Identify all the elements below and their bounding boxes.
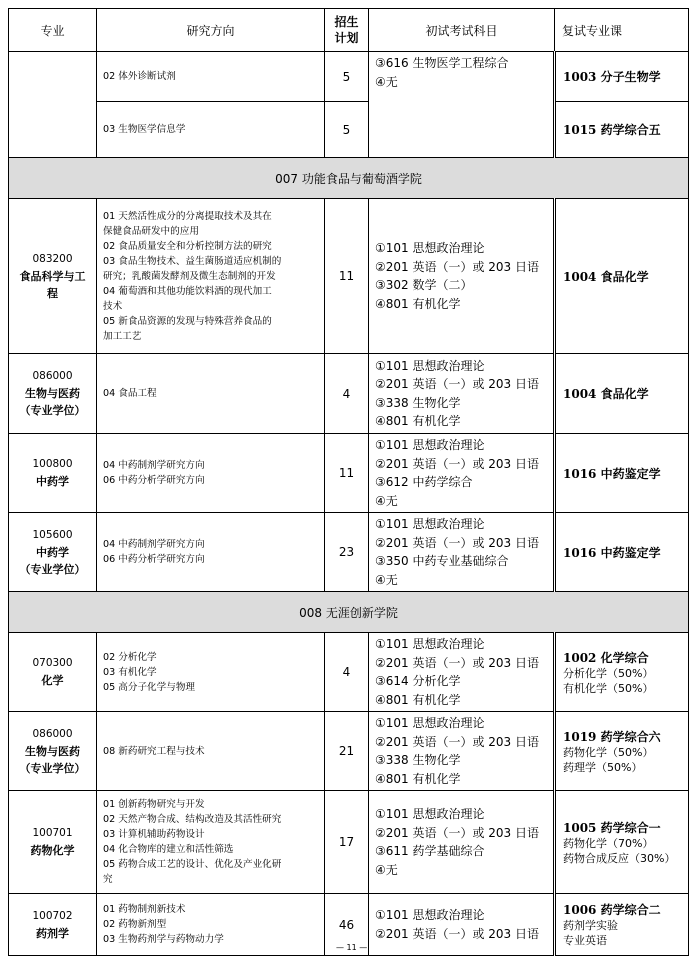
major-name: 程	[47, 286, 58, 300]
exam-subject: ④801 有机化学	[375, 771, 461, 786]
exam-subject: ④801 有机化学	[375, 414, 461, 428]
direction-cell	[97, 894, 325, 956]
exam-subject: ③338 生物化学	[375, 395, 461, 410]
exam-subject: ④801 有机化学	[375, 692, 461, 707]
retest-cell	[555, 434, 689, 513]
direction-item: 06 中药分析学研究方向	[103, 475, 205, 486]
direction-cell	[97, 199, 325, 354]
exam-subject: ②201 英语（一）或 203 日语	[375, 456, 540, 471]
admissions-table	[8, 8, 689, 956]
plan-cell: 11	[325, 199, 369, 354]
direction-cell	[97, 434, 325, 513]
direction-item: 08 新药研究工程与技术	[103, 745, 205, 757]
plan-cell: 5	[325, 52, 369, 102]
major-cell	[9, 894, 97, 956]
exam-subject: ④无	[375, 572, 398, 587]
exam-subject: ③616 生物医学工程综合	[375, 56, 509, 70]
plan-cell: 5	[325, 102, 369, 158]
direction-item: 技术	[103, 300, 123, 312]
direction-cell	[97, 52, 325, 102]
table-row	[9, 52, 689, 102]
major-cell	[9, 513, 97, 592]
direction-item: 02 药物新剂型	[103, 919, 167, 930]
section-title: 008 无涯创新学院	[9, 592, 689, 633]
exam-subject: ②201 英语（一）或 203 日语	[375, 259, 540, 274]
exam-subject: ①101 思想政治理论	[375, 438, 485, 452]
retest-detail: 专业英语	[563, 934, 607, 947]
exam-subject: ②201 英语（一）或 203 日语	[375, 655, 540, 670]
retest-cell	[555, 712, 689, 791]
major-name: 生物与医药	[25, 387, 80, 400]
major-code: 100702	[32, 909, 73, 922]
table-row	[9, 791, 689, 894]
retest-course: 1016 中药鉴定学	[563, 466, 661, 481]
retest-detail: 药物合成反应（30%）	[563, 851, 676, 865]
major-code: 100800	[32, 458, 73, 470]
direction-item: 01 天然活性成分的分离提取技术及其在	[103, 210, 272, 222]
retest-cell	[555, 513, 689, 592]
header-plan	[325, 9, 369, 52]
direction-item: 加工工艺	[103, 330, 142, 342]
direction-item: 03 有机化学	[103, 666, 157, 678]
retest-cell	[555, 791, 689, 894]
major-code: 105600	[32, 528, 73, 541]
retest-cell	[555, 633, 689, 712]
direction-item: 03 生物医学信息学	[103, 124, 186, 135]
retest-detail: 药物化学（50%）	[563, 745, 654, 759]
section-title: 007 功能食品与葡萄酒学院	[9, 158, 689, 199]
table-row	[9, 513, 689, 592]
exam-subject: ③612 中药学综合	[375, 475, 473, 489]
exam-subject: ④无	[375, 74, 398, 89]
exam-subject: ①101 思想政治理论	[375, 807, 485, 821]
direction-item: 02 食品质量安全和分析控制方法的研究	[103, 240, 272, 252]
retest-cell	[555, 894, 689, 956]
major-cell	[9, 354, 97, 434]
retest-course: 1005 药学综合一	[563, 820, 661, 835]
major-code: 086000	[32, 370, 73, 382]
exam-subject: ④无	[375, 493, 398, 508]
exam-cell	[369, 894, 555, 956]
direction-cell	[97, 513, 325, 592]
major-cell	[9, 633, 97, 712]
header-exam: 初试考试科目	[369, 9, 555, 52]
header-row	[9, 9, 689, 52]
retest-course: 1006 药学综合二	[563, 903, 661, 917]
plan-cell: 23	[325, 513, 369, 592]
major-name: 生物与医药	[25, 744, 80, 758]
exam-subject: ②201 英语（一）或 203 日语	[375, 377, 540, 391]
retest-detail: 有机化学（50%）	[563, 681, 654, 695]
exam-subject: ②201 英语（一）或 203 日语	[375, 535, 540, 550]
exam-subject: ①101 思想政治理论	[375, 908, 485, 922]
retest-detail: 分析化学（50%）	[563, 666, 654, 680]
direction-item: 02 体外诊断试剂	[103, 71, 176, 82]
exam-subject: ①101 思想政治理论	[375, 716, 485, 730]
retest-course: 1019 药学综合六	[563, 729, 661, 744]
exam-subject: ③350 中药专业基础综合	[375, 554, 509, 568]
major-cell	[9, 712, 97, 791]
major-code: 083200	[32, 252, 73, 265]
exam-subject: ④801 有机化学	[375, 296, 461, 311]
direction-cell	[97, 791, 325, 894]
retest-course: 1003 分子生物学	[563, 70, 661, 84]
exam-subject: ①101 思想政治理论	[375, 637, 485, 651]
direction-item: 04 食品工程	[103, 388, 157, 399]
exam-subject: ②201 英语（一）或 203 日语	[375, 825, 540, 840]
major-code: 086000	[32, 727, 73, 740]
retest-course: 1015 药学综合五	[563, 123, 661, 137]
direction-cell	[97, 354, 325, 434]
exam-subject: ③614 分析化学	[375, 674, 461, 688]
retest-cell	[555, 354, 689, 434]
exam-cell	[369, 354, 555, 434]
direction-item: 03 计算机辅助药物设计	[103, 829, 205, 840]
direction-item: 05 高分子化学与物理	[103, 681, 196, 693]
plan-cell: 4	[325, 633, 369, 712]
retest-course: 1004 食品化学	[563, 269, 649, 284]
exam-subject: ①101 思想政治理论	[375, 358, 485, 373]
plan-cell: 4	[325, 354, 369, 434]
major-name: 药剂学	[36, 926, 69, 940]
retest-detail: 药剂学实验	[563, 919, 618, 932]
table-row	[9, 354, 689, 434]
direction-item: 04 化合物库的建立和活性筛选	[103, 844, 234, 855]
exam-cell	[369, 712, 555, 791]
direction-item: 05 新食品资源的发现与特殊营养食品的	[103, 315, 272, 327]
page-number: — 11 —	[336, 943, 368, 952]
exam-cell	[369, 513, 555, 592]
exam-subject: ②201 英语（一）或 203 日语	[375, 734, 540, 749]
table-row	[9, 712, 689, 791]
direction-cell	[97, 633, 325, 712]
direction-item: 02 天然产物合成、结构改造及其活性研究	[103, 814, 282, 825]
major-name: （专业学位）	[19, 562, 86, 576]
direction-item: 05 药物合成工艺的设计、优化及产业化研	[103, 859, 282, 870]
major-cell	[9, 434, 97, 513]
retest-cell	[555, 52, 689, 102]
exam-subject: ③338 生物化学	[375, 753, 461, 767]
direction-item: 究	[103, 874, 113, 885]
plan-cell: 21	[325, 712, 369, 791]
exam-subject: ②201 英语（一）或 203 日语	[375, 926, 540, 941]
retest-cell	[555, 102, 689, 158]
header-retest: 复试专业课	[555, 9, 689, 52]
table-row	[9, 434, 689, 513]
direction-item: 03 生物药剂学与药物动力学	[103, 934, 224, 945]
major-name: 中药学	[36, 475, 69, 488]
major-cell	[9, 791, 97, 894]
header-plan-text: 招生 计划	[334, 15, 359, 45]
direction-item: 01 创新药物研究与开发	[103, 799, 205, 810]
exam-subject: ④无	[375, 862, 398, 877]
exam-cell	[369, 52, 555, 158]
exam-cell	[369, 633, 555, 712]
retest-course: 1002 化学综合	[563, 650, 649, 665]
direction-item: 01 药物制剂新技术	[103, 904, 186, 915]
exam-subject: ③302 数学（二）	[375, 278, 473, 292]
major-cell	[9, 52, 97, 158]
major-name: 食品科学与工	[19, 269, 86, 283]
plan-cell: 11	[325, 434, 369, 513]
table-row	[9, 199, 689, 354]
direction-item: 保健食品研发中的应用	[103, 225, 199, 237]
retest-course: 1004 食品化学	[563, 387, 649, 401]
major-name: 药物化学	[30, 844, 75, 857]
direction-cell	[97, 102, 325, 158]
plan-cell: 46	[325, 894, 369, 956]
exam-cell	[369, 434, 555, 513]
section-row	[9, 158, 689, 199]
major-name: 化学	[41, 674, 64, 687]
retest-detail: 药理学（50%）	[563, 760, 643, 774]
table-row	[9, 633, 689, 712]
direction-item: 03 食品生物技术、益生菌肠道适应机制的	[103, 255, 282, 267]
plan-cell: 17	[325, 791, 369, 894]
retest-course: 1016 中药鉴定学	[563, 545, 661, 560]
major-cell	[9, 199, 97, 354]
exam-cell	[369, 791, 555, 894]
direction-item: 研究；乳酸菌发酵剂及微生态制剂的开发	[103, 270, 276, 282]
direction-item: 04 葡萄酒和其他功能饮料酒的现代加工	[103, 285, 272, 297]
exam-subject: ①101 思想政治理论	[375, 517, 485, 531]
direction-item: 04 中药制剂学研究方向	[103, 460, 205, 471]
major-name: （专业学位）	[19, 761, 86, 775]
header-direction: 研究方向	[97, 9, 325, 52]
major-name: （专业学位）	[19, 404, 86, 417]
major-code: 070300	[32, 657, 73, 669]
direction-item: 06 中药分析学研究方向	[103, 554, 205, 565]
exam-subject: ③611 药学基础综合	[375, 844, 485, 858]
table-row	[9, 102, 689, 158]
direction-item: 02 分析化学	[103, 651, 157, 663]
section-row	[9, 592, 689, 633]
direction-cell	[97, 712, 325, 791]
header-major: 专业	[9, 9, 97, 52]
exam-subject: ①101 思想政治理论	[375, 241, 485, 255]
major-code: 100701	[32, 827, 73, 839]
exam-cell	[369, 199, 555, 354]
retest-cell	[555, 199, 689, 354]
direction-item: 04 中药制剂学研究方向	[103, 539, 205, 550]
retest-detail: 药物化学（70%）	[563, 836, 654, 850]
major-name: 中药学	[36, 545, 69, 559]
